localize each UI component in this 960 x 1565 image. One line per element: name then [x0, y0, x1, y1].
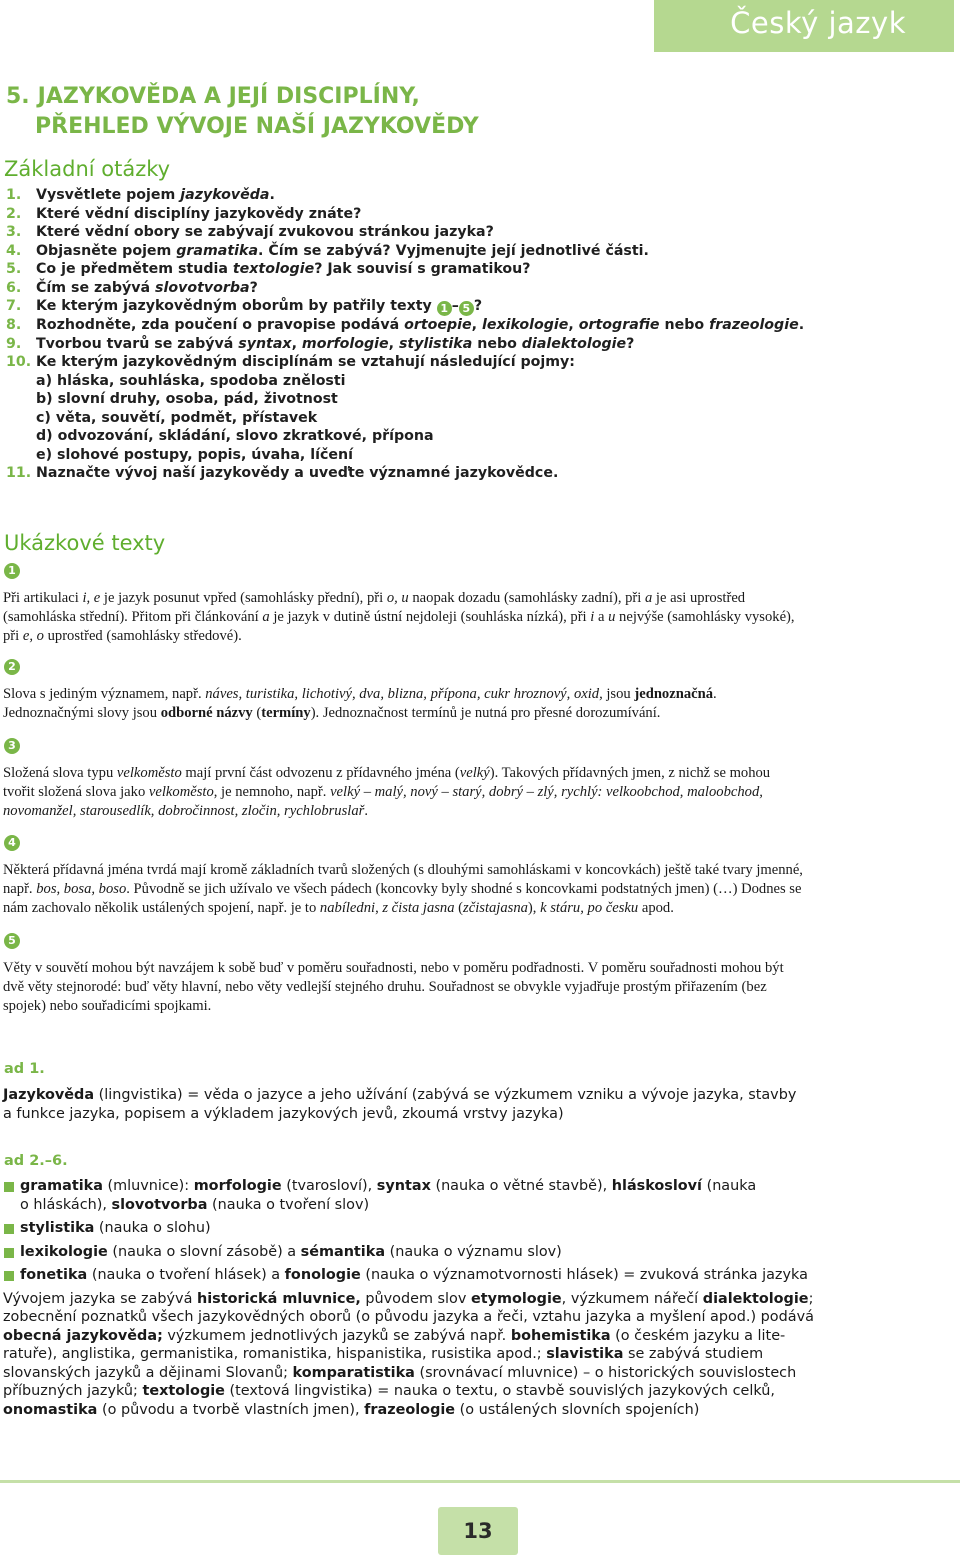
sample-number-5-icon: 5 — [4, 933, 20, 949]
page-number: 13 — [438, 1507, 518, 1555]
question-list — [6, 186, 956, 483]
chapter-title — [6, 82, 479, 142]
chapter-title-line-2: PŘEHLED VÝVOJE NAŠÍ JAZYKOVĚDY — [35, 114, 479, 139]
sample-text-2 — [3, 659, 953, 723]
subject-title: Český jazyk — [730, 6, 906, 40]
sample-text-4 — [3, 835, 953, 918]
sample-text-3 — [3, 738, 953, 821]
answer-label-1: ad 1. — [4, 1061, 45, 1077]
question-10-item-d: d) odvozování, skládání, slovo zkratkové, přípona — [36, 428, 434, 444]
chapter-title-line-1: 5. JAZYKOVĚDA A JEJÍ DISCIPLÍNY, — [6, 84, 420, 109]
text-5-marker-icon: 5 — [459, 301, 474, 316]
question-10-item-e: e) slohové postupy, popis, úvaha, líčení — [36, 446, 353, 463]
sample-text-3-body: Složená slova typu velkoměsto mají první část odvozenu z přídavného jména (velký). Takových přídavných jmen, z nichž se mohou tvořit složená slova jako velkoměsto, je nemnoho, např. velký – malý, nový – starý, dobrý – zlý, rychlý: velkoobchod, maloobchod, novomanžel, starousedlík, dobročinnost, zločin, rychlobruslař. — [3, 765, 771, 819]
answer-1-text: Jazykověda (lingvistika) = věda o jazyce a jeho užívání (zabývá se výzkumem vzniku a vývoje jazyka, stavby a funkce jazyka, popisem a výkladem jazykových jevů, zkoumá vrstvy jazyka) — [3, 1087, 797, 1122]
bullet-fonetika: fonetika (nauka o tvoření hlásek) a fonologie (nauka o významotvornosti hlásek) = zvuková stránka jazyka — [3, 1266, 953, 1285]
question-10-item-a: a) hláska, souhláska, spodoba znělosti — [36, 372, 346, 389]
question-4: 4. Objasněte pojem gramatika. Čím se zabývá? Vyjmenujte její jednotlivé části. — [6, 242, 649, 259]
answer-label-2-6: ad 2.–6. — [4, 1153, 68, 1169]
sample-number-1-icon: 1 — [4, 563, 20, 579]
question-3: 3. Které vědní obory se zabývají zvukovou stránkou jazyka? — [6, 224, 494, 240]
sample-number-4-icon: 4 — [4, 835, 20, 851]
samples-heading: Ukázkové texty — [4, 531, 166, 555]
sample-number-3-icon: 3 — [4, 738, 20, 754]
text-1-marker-icon: 1 — [437, 301, 452, 316]
question-10: 10. Ke kterým jazykovědným disciplínám se vztahují následující pojmy: — [6, 354, 575, 370]
sample-text-1 — [3, 563, 953, 646]
bullet-lexikologie: lexikologie (nauka o slovní zásobě) a sémantika (nauka o významu slov) — [3, 1243, 953, 1262]
sample-text-5-body: Věty v souvětí mohou být navzájem k sobě buď v poměru souřadnosti, nebo v poměru podřadnosti. V poměru souřadnosti mohou být dvě věty stejnorodé: buď věty hlavní, nebo věty vedlejší stejného druhu. Souřadnost se obvykle vyjadřuje prostým přiřazením (bez spojek) nebo souřadicími spojkami. — [3, 960, 784, 1014]
paragraph-linguistics-overview: Vývojem jazyka se zabývá historická mluvnice, původem slov etymologie, výzkumem nářečí dialektologie; zobecnění poznatků všech jazykovědných oborů (o původu jazyka a řeči, vztahu jazyka a myšlení apod.) podává obecná jazykověda; výzkumem jednotlivých jazyků se zabývá např. bohemistika (o českém jazyku a lite- ratuře), anglistika, germanistika, romanistika, hispanistika, rusistika apod.; slavistika se zabývá studiem slovanských jazyků a dějinami Slovanů; komparatistika (srovnávací mluvnice) – o historických souvislostech příbuzných jazyků; textologie (textová lingvistika) = nauka o textu, o stavbě souvislých jazykových celků, onomastika (o původu a tvorbě vlastních jmen), frazeologie (o ustálených slovních spojeních) — [3, 1290, 814, 1418]
question-5: 5. Co je předmětem studia textologie? Jak souvisí s gramatikou? — [6, 261, 531, 277]
question-6: 6. Čím se zabývá slovotvorba? — [6, 279, 258, 296]
question-10-item-c: c) věta, souvětí, podmět, přístavek — [36, 409, 318, 426]
footer-divider — [0, 1480, 960, 1483]
question-9: 9. Tvorbou tvarů se zabývá syntax, morfologie, stylistika nebo dialektologie? — [6, 335, 635, 352]
question-2: 2. Které vědní disciplíny jazykovědy znáte? — [6, 205, 362, 222]
sample-text-5 — [3, 933, 953, 1016]
question-1: 1. Vysvětlete pojem jazykověda. — [6, 187, 275, 203]
header-band — [654, 0, 954, 52]
question-7: 7. Ke kterým jazykovědným oborům by patřily texty 1 – 5 ? — [6, 298, 483, 315]
sample-text-1-body: Při artikulaci i, e je jazyk posunut vpřed (samohlásky přední), při o, u naopak dozadu (samohlásky zadní), při a je asi uprostřed (samohláska střední). Přitom při článkování a je jazyk v dutině ústní nejdoleji (souhláska nízká), při i a u nejvýše (samohlásky vysoké), při e, o uprostřed (samohlásky středové). — [3, 590, 795, 644]
bullet-gramatika: gramatika (mluvnice): morfologie (tvarosloví), syntax (nauka o větné stavbě), hláskosloví (nauka o hláskách), slovotvorba (nauka o tvoření slov) — [3, 1177, 953, 1214]
questions-heading: Základní otázky — [4, 157, 171, 181]
sample-text-2-body: Slova s jediným významem, např. náves, turistika, lichotivý, dva, blizna, přípona, cukr hroznový, oxid, jsou jednoznačná. Jednoznačnými slovy jsou odborné názvy (termíny). Jednoznačnost termínů je nutná pro přesné dorozumívání. — [3, 686, 717, 721]
sample-text-4-body: Některá přídavná jména tvrdá mají kromě základních tvarů složených (s dlouhými samohláskami v koncovkách) ještě také tvary jmenné, např. bos, bosa, boso. Původně se jich užívalo ve všech pádech (koncovky byly shodné s koncovkami podstatných jmen) (…) Dodnes se nám zachovalo několik ustálených spojení, např. je to nabíledni, z čista jasna (zčistajasna), k stáru, po česku apod. — [3, 862, 803, 916]
chapter-number: 5. — [6, 84, 30, 109]
question-10-item-b: b) slovní druhy, osoba, pád, životnost — [36, 391, 338, 407]
answer-2-6-text — [3, 1177, 953, 1419]
question-11: 11. Naznačte vývoj naší jazykovědy a uveďte významné jazykovědce. — [6, 465, 559, 481]
bullet-stylistika: stylistika (nauka o slohu) — [3, 1219, 953, 1238]
question-8: 8. Rozhodněte, zda poučení o pravopise podává ortoepie, lexikologie, ortografie nebo frazeologie. — [6, 317, 805, 333]
sample-number-2-icon: 2 — [4, 659, 20, 675]
